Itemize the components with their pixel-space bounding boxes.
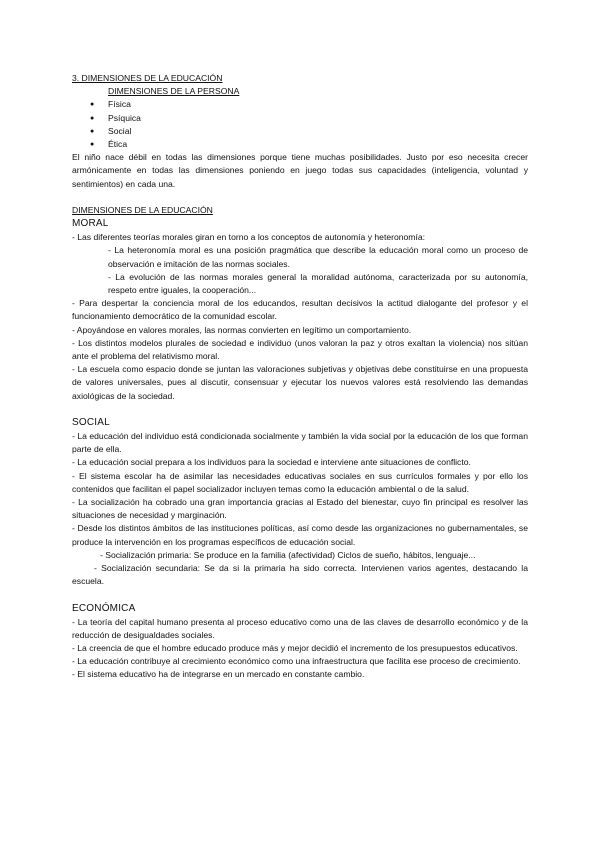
moral-subparagraph: - La evolución de las normas morales general la moralidad autónoma, caracterizada por su autonomía, respeto entre iguales, la cooperación... <box>108 271 528 296</box>
list-item: ● Psíquica <box>72 112 528 125</box>
moral-paragraph: - Los distintos modelos plurales de sociedad e individuo (unos valoran la paz y otros exaltan la violencia) nos sitúan ante el problema del relativismo moral. <box>72 337 528 362</box>
economica-paragraph: - La educación contribuye al crecimiento económico como una infraestructura que facilita ese proceso de crecimiento. <box>72 656 521 667</box>
moral-paragraph: - La escuela como espacio donde se juntan las valoraciones subjetivas y objetivas debe constituirse en una propuesta de valores universales, pues al discutir, consensuar y ejecutar los nuevos valores está resolviendo las demandas axiológicas de la sociedad. <box>72 364 528 401</box>
economica-heading: ECONÓMICA <box>72 602 136 614</box>
section-title: 3. DIMENSIONES DE LA EDUCACIÓN <box>72 73 223 83</box>
social-heading: SOCIAL <box>72 417 110 429</box>
social-paragraph: - El sistema escolar ha de asimilar las necesidades educativas sociales en sus currículos formales y por ello los contenidos que facilitan el papel socializador incluyen temas como la educación ambiental o de la salud. <box>72 470 528 494</box>
social-paragraph: - La socialización ha cobrado una gran importancia gracias al Estado del bienestar, cuyo fin principal es resolver las situaciones de necesidad y marginación. <box>72 497 528 521</box>
social-paragraph: - La educación social prepara a los individuos para la sociedad e interviene ante situaciones de conflicto. <box>72 457 471 468</box>
moral-subparagraph: - La heteronomía moral es una posición pragmática que describe la educación moral como un proceso de observación e imitación de las normas sociales. <box>108 245 528 269</box>
economica-paragraph: - El sistema educativo ha de integrarse en un mercado en constante cambio. <box>72 669 365 680</box>
social-paragraph: - Desde los distintos ámbitos de las instituciones políticas, así como desde las organizaciones no gubernamentales, se produce la intervención en los programas específicos de educación social. <box>72 523 528 547</box>
persona-title: DIMENSIONES DE LA PERSONA <box>108 86 240 97</box>
social-paragraph-primaria <box>72 549 528 562</box>
moral-paragraph: - Apoyándose en valores morales, las normas convierten en legítimo un comportamiento. <box>72 324 412 335</box>
educacion-title: DIMENSIONES DE LA EDUCACIÓN <box>72 205 213 216</box>
persona-paragraph: El niño nace débil en todas las dimensiones porque tiene muchas posibilidades. Justo por eso necesita crecer armónicamente en todas las dimensiones poniendo en juego todas sus capacidades (inteligencia, voluntad y sentimientos) en cada una. <box>72 152 528 189</box>
economica-paragraph: - La creencia de que el hombre educado produce más y mejor decidió el incremento de los presupuestos educativos. <box>72 643 518 654</box>
list-item: ● Física <box>72 98 528 111</box>
persona-list <box>72 98 528 151</box>
primaria-text: - Socialización primaria: Se produce en la familia (afectividad) Ciclos de sueño, hábitos, lenguaje... <box>100 549 476 560</box>
social-paragraph: - La educación del individuo está condicionada socialmente y también la vida social por la educación de los que forman parte de ella. <box>72 431 528 455</box>
list-item: ● Ética <box>72 138 528 151</box>
document-page <box>72 72 528 682</box>
moral-paragraph: - Para despertar la conciencia moral de los educandos, resultan decisivos la actitud dialogante del profesor y el funcionamiento democrático de la comunidad escolar. <box>72 298 528 322</box>
list-item: ● Social <box>72 125 528 138</box>
economica-paragraph: - La teoría del capital humano presenta al proceso educativo como una de las claves de desarrollo económico y de la reducción de desigualdades sociales. <box>72 616 528 640</box>
moral-heading: MORAL <box>72 218 109 230</box>
moral-paragraph: - Las diferentes teorías morales giran en torno a los conceptos de autonomía y heteronomía: <box>72 232 426 243</box>
secundaria-text: - Socialización secundaria: Se da si la primaria ha sido correcta. Intervienen varios agentes, destacando la escuela. <box>72 563 528 587</box>
social-paragraph-secundaria <box>72 562 528 588</box>
